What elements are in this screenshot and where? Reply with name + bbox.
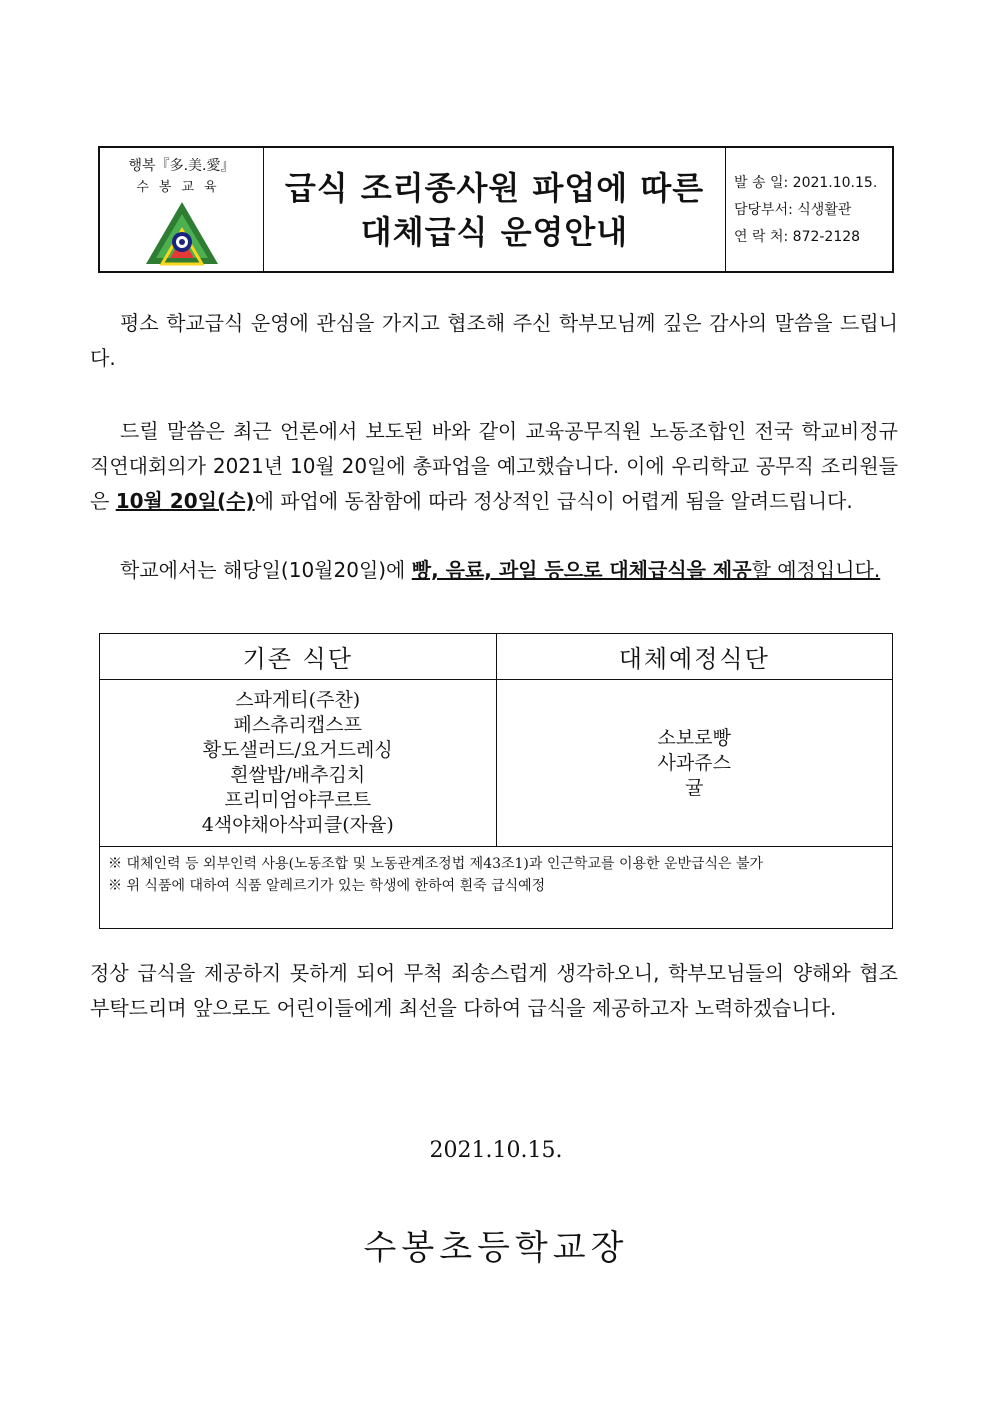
paragraph-strike-notice	[90, 414, 898, 519]
document-title-line1: 급식 조리종사원 파업에 따른	[284, 168, 705, 207]
school-emblem-icon	[144, 200, 220, 268]
motto: 행복『多.美.愛』	[128, 158, 235, 174]
document-title-line2: 대체급식 운영안내	[360, 212, 629, 251]
info-value: 식생활관	[797, 202, 852, 218]
principal-signature: 수봉초등학교장	[363, 1228, 629, 1268]
school-short-name: 수봉교육	[136, 180, 227, 195]
menu-item: 흰쌀밥/배추김치	[230, 764, 366, 786]
replacement-menu-list	[497, 680, 893, 846]
info-label: 담당부서:	[734, 202, 793, 218]
issue-date: 2021.10.15.	[429, 1138, 563, 1163]
menu-item: 황도샐러드/요거드레싱	[202, 739, 393, 761]
info-send-date	[734, 172, 892, 199]
strike-date-highlight: 10월 20일(수)	[115, 489, 255, 513]
menu-item: 프리미엄야쿠르트	[224, 789, 372, 811]
info-value: 2021.10.15.	[792, 175, 878, 191]
menu-item: 4색야채아삭피클(자율)	[201, 814, 394, 836]
menu-table-header	[100, 634, 892, 680]
alternative-meal-highlight: 빵, 음료, 과일 등으로 대체급식을 제공	[411, 558, 752, 582]
info-cell	[726, 148, 892, 271]
info-department	[734, 199, 892, 226]
note-item: ※ 위 식품에 대하여 식품 알레르기가 있는 학생에 한하여 흰죽 급식예정	[108, 878, 546, 894]
existing-menu-list	[100, 680, 497, 846]
logo-cell	[100, 148, 264, 271]
menu-item: 페스츄리캡스프	[233, 714, 362, 736]
paragraph-thanks-text: 평소 학교급식 운영에 관심을 가지고 협조해 주신 학부모님께 깊은 감사의 말씀을 드립니다.	[90, 311, 898, 370]
info-label: 연 락 처:	[734, 229, 789, 245]
info-contact	[734, 226, 892, 253]
paragraph-apology: 정상 급식을 제공하지 못하게 되어 무척 죄송스럽게 생각하오니, 학부모님들의 양해와 협조 부탁드리며 앞으로도 어린이들에게 최선을 다하여 급식을 제공하고자 노력하겠습니다.	[90, 961, 898, 1020]
menu-item: 사과쥬스	[657, 751, 731, 774]
paragraph-alternative-meal	[90, 553, 898, 588]
menu-table	[99, 633, 893, 929]
menu-item: 귤	[685, 776, 704, 799]
menu-notes	[100, 847, 892, 897]
note-item: ※ 대체인력 등 외부인력 사용(노동조합 및 노동관계조정법 제43조1)과 인근학교를 이용한 운반급식은 불가	[108, 856, 764, 872]
alternative-text-b: 할 예정입니다.	[751, 558, 881, 582]
header-box	[98, 146, 894, 273]
info-label: 발 송 일:	[734, 175, 789, 191]
header-existing-menu: 기존 식단	[100, 634, 497, 679]
strike-notice-text-b: 에 파업에 동참함에 따라 정상적인 급식이 어렵게 됨을 알려드립니다.	[254, 489, 853, 513]
menu-item: 스파게티(주찬)	[235, 689, 361, 711]
title-cell	[264, 148, 726, 271]
strike-notice-text-a: 드릴 말씀은 최근 언론에서 보도된 바와 같이 교육공무직원 노동조합인 전국 학교비정규직연대회의가 2021년 10월 20일에 총파업을 예고했습니다. 이에 우리학교 공무직 조리원들은	[90, 419, 898, 513]
info-value: 872-2128	[792, 229, 861, 245]
header-replacement-menu: 대체예정식단	[618, 645, 770, 673]
menu-table-body	[100, 680, 892, 847]
alternative-text-a: 학교에서는 해당일(10월20일)에	[120, 558, 412, 582]
paragraph-thanks	[90, 306, 898, 376]
menu-item: 소보로빵	[657, 726, 731, 749]
